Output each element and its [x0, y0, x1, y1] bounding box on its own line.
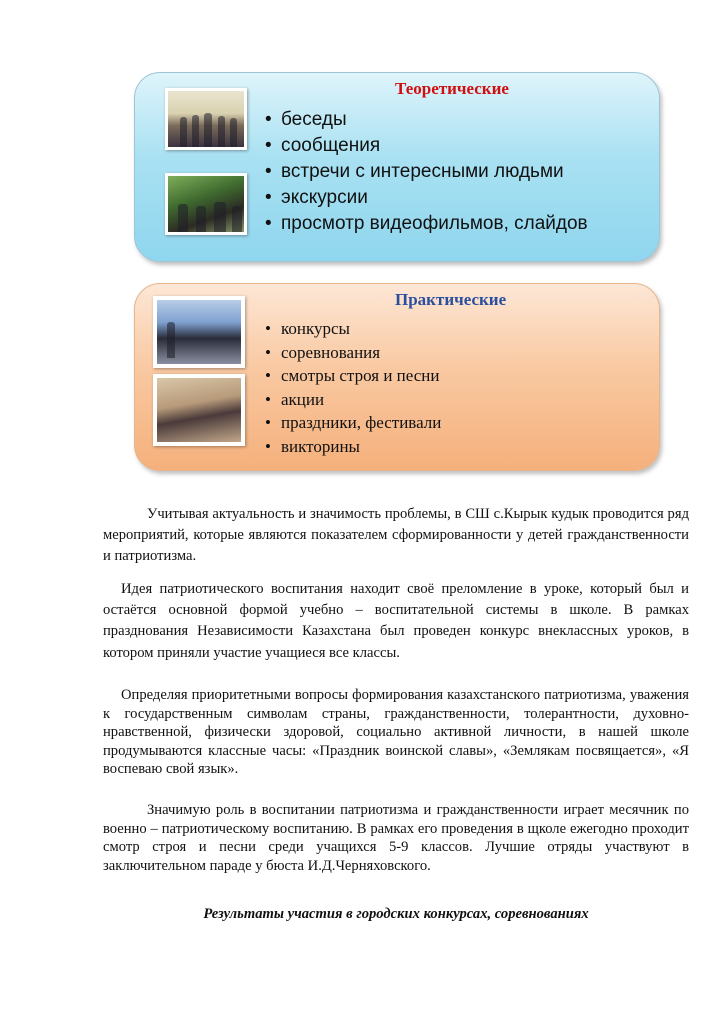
theoretical-title: Теоретические [395, 79, 509, 98]
photo-outdoor-group [165, 173, 247, 235]
list-item: • акции [265, 389, 325, 409]
list-item: • смотры строя и песни [265, 366, 440, 385]
paragraph-class-hours: Определяя приоритетными вопросы формирования казахстанского патриотизма, уважения к государственным символам страны, гражданственности, толерантности, духовно-нравственной, физически здоровой, социально активной личности, в нашей школе продумываются классные часы: «Праздник воинской славы», «Землякам посвящается», «Я воспеваю свой язык». [103, 687, 689, 778]
paragraph-military-month: Значимую роль в воспитании патриотизма и гражданственности играет месячник по военно – патриотическому воспитанию. В рамках его проведения в щколе ежегодно проходит смотр строя и песни среди учащихся 5-9 классов. Лучшие отряды участвуют в заключительном параде у бюста И.Д.Черняховского. [103, 802, 689, 874]
list-item: • сообщения [265, 135, 381, 156]
list-item: • просмотр видеофильмов, слайдов [265, 213, 588, 234]
practical-list [265, 317, 441, 458]
photo-stage-event [165, 88, 247, 150]
list-item: • конкурсы [265, 319, 350, 338]
list-item: • беседы [265, 109, 347, 130]
results-heading: Результаты участия в городских конкурсах, соревнованиях [203, 906, 589, 922]
paragraph-lessons: Идея патриотического воспитания находит своё преломление в уроке, который был и остаётся основной формой учебно – воспитательной системы в школе. В рамках празднования Независимости Казахстана был проведен конкурс внеклассных уроков, в котором приняли участие учащиеся все классы. [103, 581, 689, 661]
list-item: • экскурсии [265, 187, 368, 208]
paragraph-events: Учитывая актуальность и значимость проблемы, в СШ с.Кырык кудык проводится ряд мероприятий, которые являются показателем сформированности у детей гражданственности и патриотизма. [103, 506, 689, 564]
list-item: • соревнования [265, 342, 381, 362]
list-item: • встречи с интересными людьми [265, 161, 564, 182]
theoretical-list [265, 107, 588, 237]
photo-formation-review [153, 296, 245, 368]
practical-title: Практические [395, 290, 507, 309]
list-item: • праздники, фестивали [265, 413, 442, 432]
list-item: • викторины [265, 436, 360, 456]
photo-competition [153, 374, 245, 446]
